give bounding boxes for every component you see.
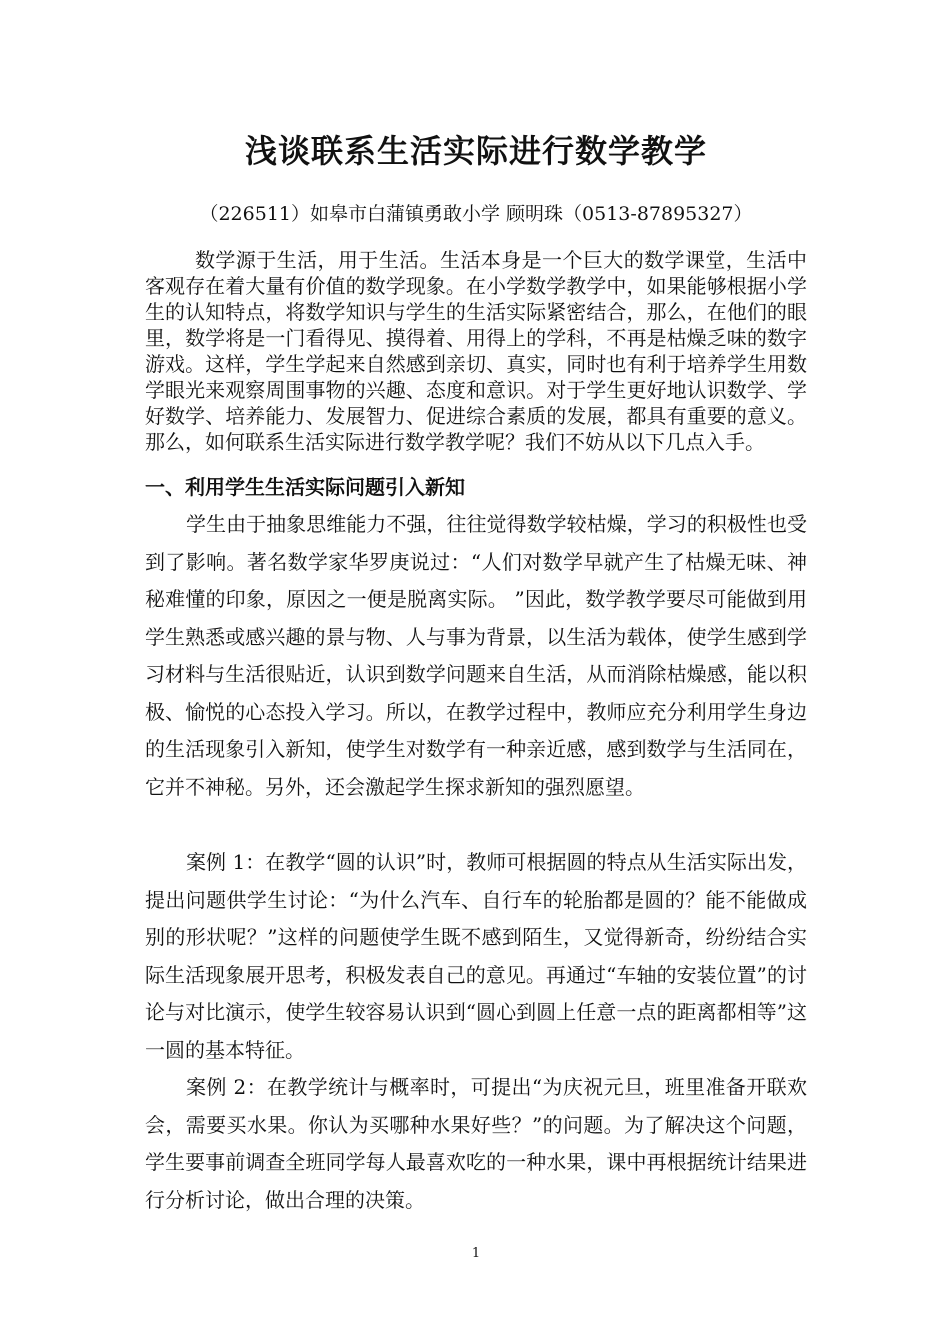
- case-1-paragraph: 案例 1：在教学“圆的认识”时，教师可根据圆的特点从生活实际出发，提出问题供学生讨论：“为什么汽车、自行车的轮胎都是圆的？能不能做成别的形状呢？”这样的问题使学生既不感到陌生，又觉得新奇，纷纷结合实际生活现象展开思考，积极发表自己的意见。再通过“车轴的安装位置”的讨论与对比演示，使学生较容易认识到“圆心到圆上任意一点的距离都相等”这一圆的基本特征。: [145, 850, 807, 1062]
- document-title: 浅谈联系生活实际进行数学教学: [244, 132, 707, 170]
- section-heading: 一、利用学生生活实际问题引入新知: [145, 475, 465, 499]
- body-paragraph: 学生由于抽象思维能力不强，往往觉得数学较枯燥，学习的积极性也受到了影响。著名数学家华罗庚说过：“人们对数学早就产生了枯燥无味、神秘难懂的印象，原因之一便是脱离实际。 ”因此，数学教学要尽可能做到用学生熟悉或感兴趣的景与物、人与事为背景，以生活为载体，使学生感到学习材料与生活很贴近，认识到数学问题来自生活，从而消除枯燥感，能以积极、愉悦的心态投入学习。所以，在教学过程中，教师应充分利用学生身边的生活现象引入新知，使学生对数学有一种亲近感，感到数学与生活同在，它并不神秘。另外，还会激起学生探求新知的强烈愿望。: [145, 512, 807, 799]
- document-page: [145, 0, 807, 1344]
- author-byline: （226511）如皋市白蒲镇勇敢小学 顾明珠（0513-87895327）: [199, 203, 753, 225]
- intro-paragraph: 数学源于生活，用于生活。生活本身是一个巨大的数学课堂，生活中客观存在着大量有价值的数学现象。在小学数学教学中，如果能够根据小学生的认知特点，将数学知识与学生的生活实际紧密结合，那么，在他们的眼里，数学将是一门看得见、摸得着、用得上的学科，不再是枯燥乏味的数字游戏。这样，学生学起来自然感到亲切、真实，同时也有利于培养学生用数学眼光来观察周围事物的兴趣、态度和意识。对于学生更好地认识数学、学好数学、培养能力、发展智力、促进综合素质的发展，都具有重要的意义。那么，如何联系生活实际进行数学教学呢？我们不妨从以下几点入手。: [145, 248, 807, 454]
- page-number: 1: [471, 1246, 481, 1261]
- case-2-paragraph: 案例 2：在教学统计与概率时，可提出“为庆祝元旦，班里准备开联欢会，需要买水果。你认为买哪种水果好些？”的问题。为了解决这个问题，学生要事前调查全班同学每人最喜欢吃的一种水果，课中再根据统计结果进行分析讨论，做出合理的决策。: [145, 1075, 807, 1212]
